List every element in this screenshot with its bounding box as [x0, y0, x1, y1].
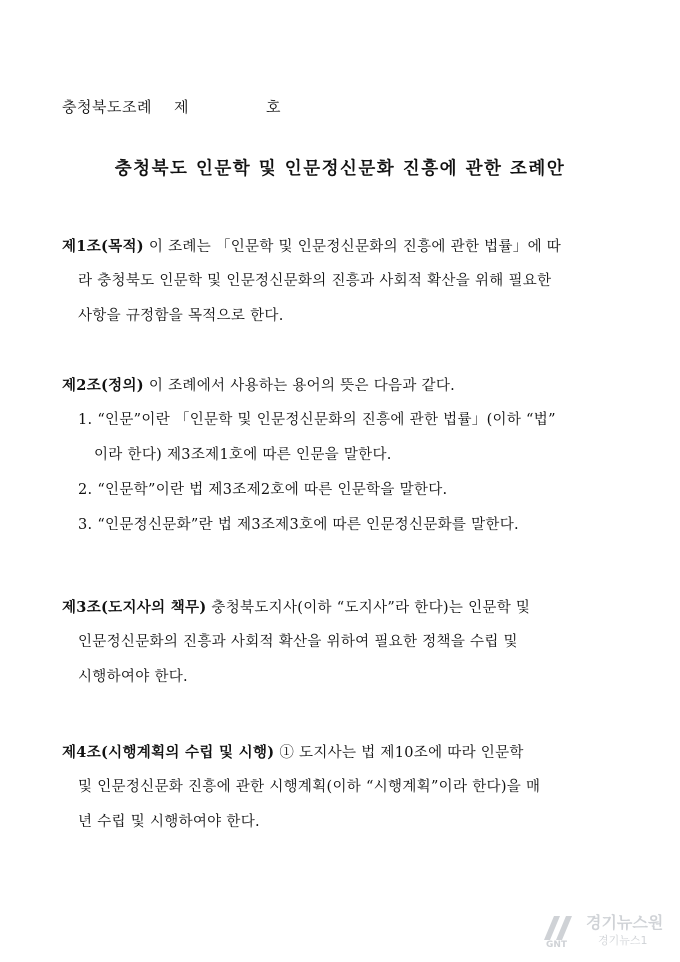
- article-4: [62, 735, 622, 840]
- article-text: 이 조례에서 사용하는 용어의 뜻은 다음과 같다.: [143, 378, 456, 394]
- article-text: 이 조례는 「인문학 및 인문정신문화의 진흥에 관한 법률」에 따: [143, 239, 562, 255]
- article-1: [62, 229, 622, 334]
- definition-item: 1. “인문”이란 「인문학 및 인문정신문화의 진흥에 관한 법률」(이하 “법”: [78, 412, 556, 428]
- ordinance-label: 충청북도조례: [62, 98, 152, 116]
- definition-item: 2. “인문학”이란 법 제3조제2호에 따른 인문학을 말한다.: [78, 482, 448, 498]
- article-title: 제1조(목적): [62, 238, 144, 255]
- article-title: 제2조(정의): [62, 377, 144, 394]
- definition-item-continued: 이라 한다) 제3조제1호에 따른 인문을 말한다.: [94, 447, 392, 463]
- article-text: 충청북도지사(이하 “도지사”라 한다)는 인문학 및: [206, 600, 531, 616]
- article-title: 제4조(시행계획의 수립 및 시행): [62, 744, 275, 761]
- article-text: 인문정신문화의 진흥과 사회적 확산을 위하여 필요한 정책을 수립 및: [78, 634, 518, 650]
- article-text: 및 인문정신문화 진흥에 관한 시행계획(이하 “시행계획”이라 한다)을 매: [78, 779, 541, 795]
- article-line: [62, 229, 622, 264]
- article-text: 라 충청북도 인문학 및 인문정신문화의 진흥과 사회적 확산을 위해 필요한: [78, 273, 552, 289]
- article-2: [62, 368, 622, 543]
- article-title: 제3조(도지사의 책무): [62, 599, 207, 616]
- article-text: 시행하여야 한다.: [78, 669, 188, 685]
- watermark-sub: 경기뉴스1: [598, 934, 648, 947]
- definition-item: 3. “인문정신문화”란 법 제3조제3호에 따른 인문정신문화를 말한다.: [78, 517, 519, 533]
- article-line: [62, 735, 622, 770]
- logo-mark-text: GNT: [546, 940, 568, 948]
- article-3: [62, 590, 622, 695]
- article-text: 년 수립 및 시행하여야 한다.: [78, 814, 260, 830]
- article-line: [62, 368, 622, 403]
- article-text: 사항을 규정함을 목적으로 한다.: [78, 308, 284, 324]
- article-line: [62, 590, 622, 625]
- logo-mark-icon: [538, 910, 584, 948]
- ordinance-number-suffix: 호: [266, 98, 281, 116]
- ordinance-number-prefix: 제: [174, 98, 189, 116]
- article-text: ① 도지사는 법 제10조에 따라 인문학: [274, 745, 524, 761]
- watermark-logo: [538, 904, 670, 954]
- document-title: 충청북도 인문학 및 인문정신문화 진흥에 관한 조례안: [114, 159, 566, 179]
- ordinance-number-line: [62, 96, 281, 117]
- watermark-name: 경기뉴스원: [586, 913, 664, 932]
